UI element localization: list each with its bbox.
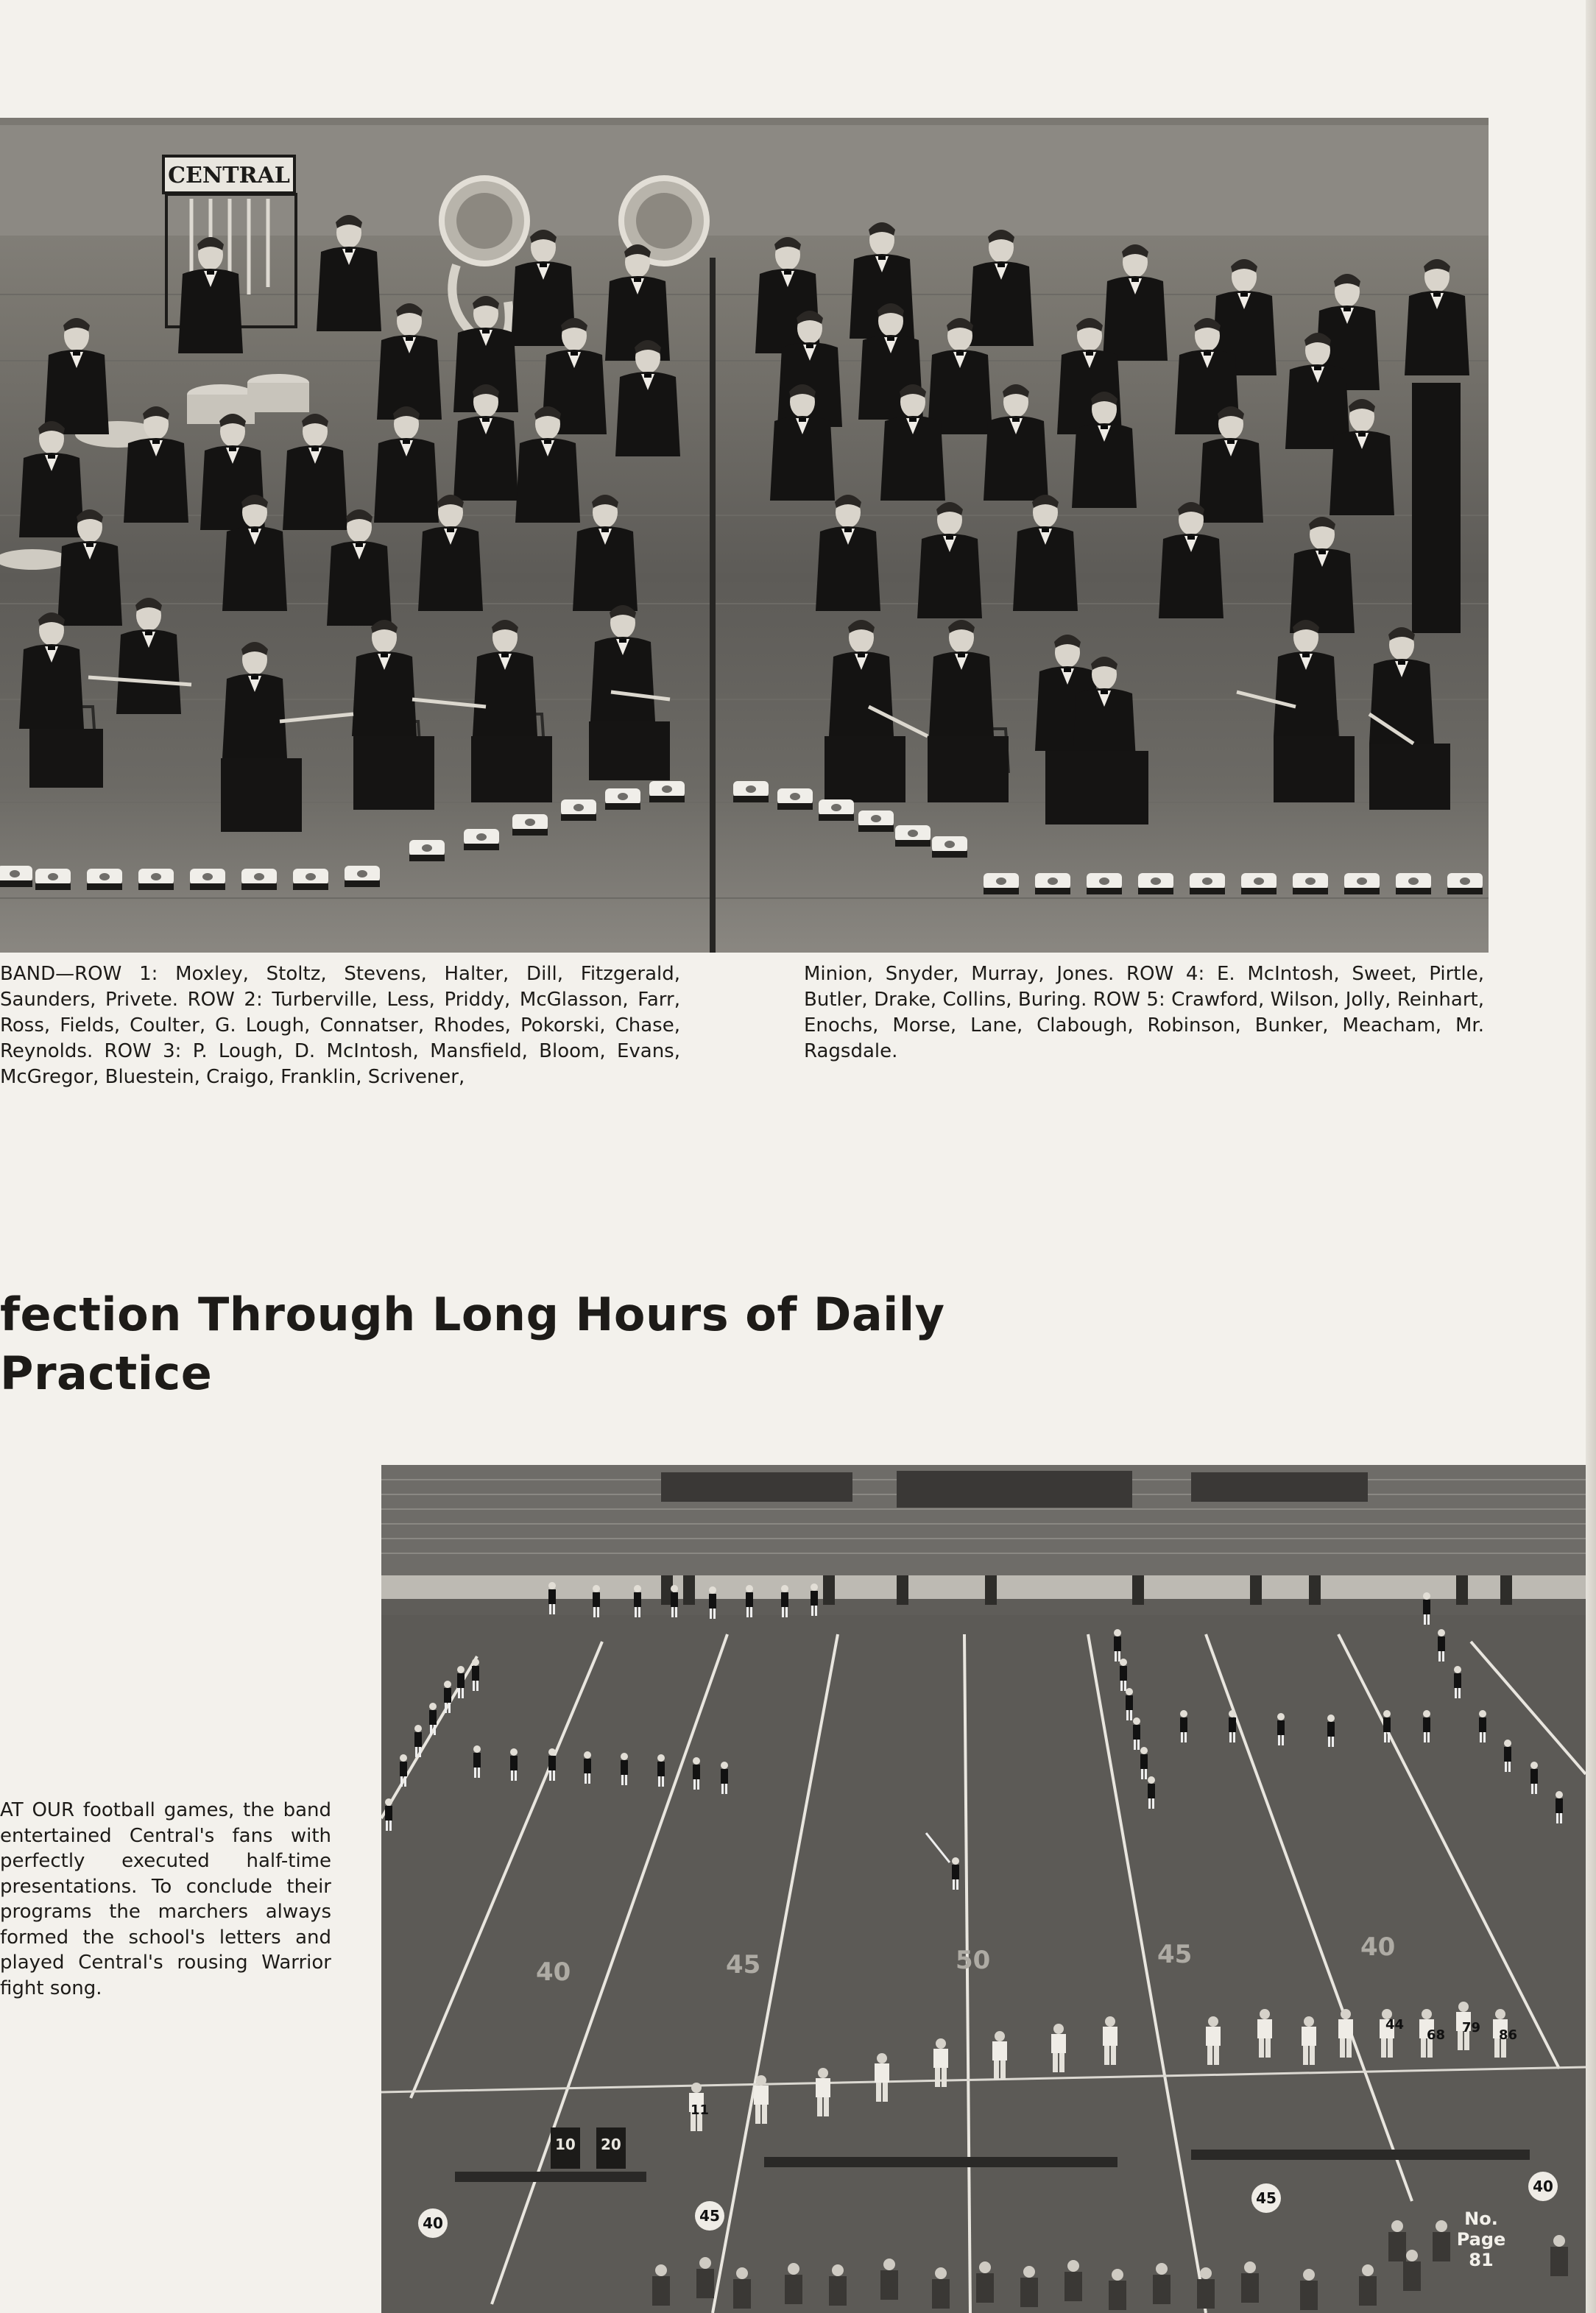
jersey-number: 10: [555, 2136, 576, 2153]
football-field-photo: [381, 1465, 1586, 2313]
photo-caption-right: Minion, Snyder, Murray, Jones. ROW 4: E. McIntosh, Sweet, Pirtle, Butler, Drake, Collins, Buring. ROW 5: Crawford, Wilson, Jolly, Reinhart, Enochs, Morse, Lane, Clabough, Robinson, Bunker, Meacham, Mr. Ragsdale.: [804, 963, 1484, 1062]
sideline-marker: 40: [1533, 2178, 1553, 2195]
yard-number: 50: [956, 1946, 991, 1975]
jersey-number: 11: [691, 2102, 710, 2118]
banner-text: CENTRAL: [168, 163, 290, 188]
body-copy: AT OUR football games, the band entertained Central's fans with perfectly executed half-time presentations. To conclude their programs the marchers always formed the school's letters and played Central's rousing Warrior fight song.: [0, 1799, 331, 1999]
yard-number: 45: [1157, 1940, 1193, 1969]
jersey-number: 44: [1385, 2017, 1405, 2033]
jersey-number: 68: [1427, 2027, 1446, 2043]
jersey-number: 20: [601, 2136, 621, 2153]
band-group-photo: [0, 118, 1489, 953]
page-label: Page: [1456, 2229, 1506, 2250]
yard-number: 45: [726, 1950, 761, 1980]
page-no-label: No.: [1464, 2208, 1498, 2229]
photo-caption-left: BAND—ROW 1: Moxley, Stoltz, Stevens, Halter, Dill, Fitzgerald, Saunders, Privete. ROW 2: Turberville, Less, Priddy, McGlasson, Farr, Ross, Fields, Coulter, G. Lough, Connatser, Rhodes, Pokorski, Chase, Reynolds. ROW 3: P. Lough, D. McIntosh, Mansfield, Bloom, Evans, McGregor, Bluestein, Craigo, Franklin, Scrivener,: [0, 963, 680, 1088]
sideline-marker: 45: [1256, 2189, 1277, 2207]
page-number-block: [1455, 2208, 1508, 2270]
yard-number: 40: [536, 1957, 571, 1987]
page-number: 81: [1469, 2250, 1494, 2270]
jersey-number: 86: [1499, 2027, 1518, 2043]
sideline-marker: 40: [423, 2214, 443, 2232]
sideline-marker: 45: [699, 2207, 720, 2225]
page-edge: [1586, 0, 1596, 2313]
page-headline: fection Through Long Hours of Daily Practice: [0, 1288, 945, 1400]
yard-number: 40: [1360, 1932, 1396, 1962]
jersey-number: 79: [1462, 2020, 1481, 2035]
